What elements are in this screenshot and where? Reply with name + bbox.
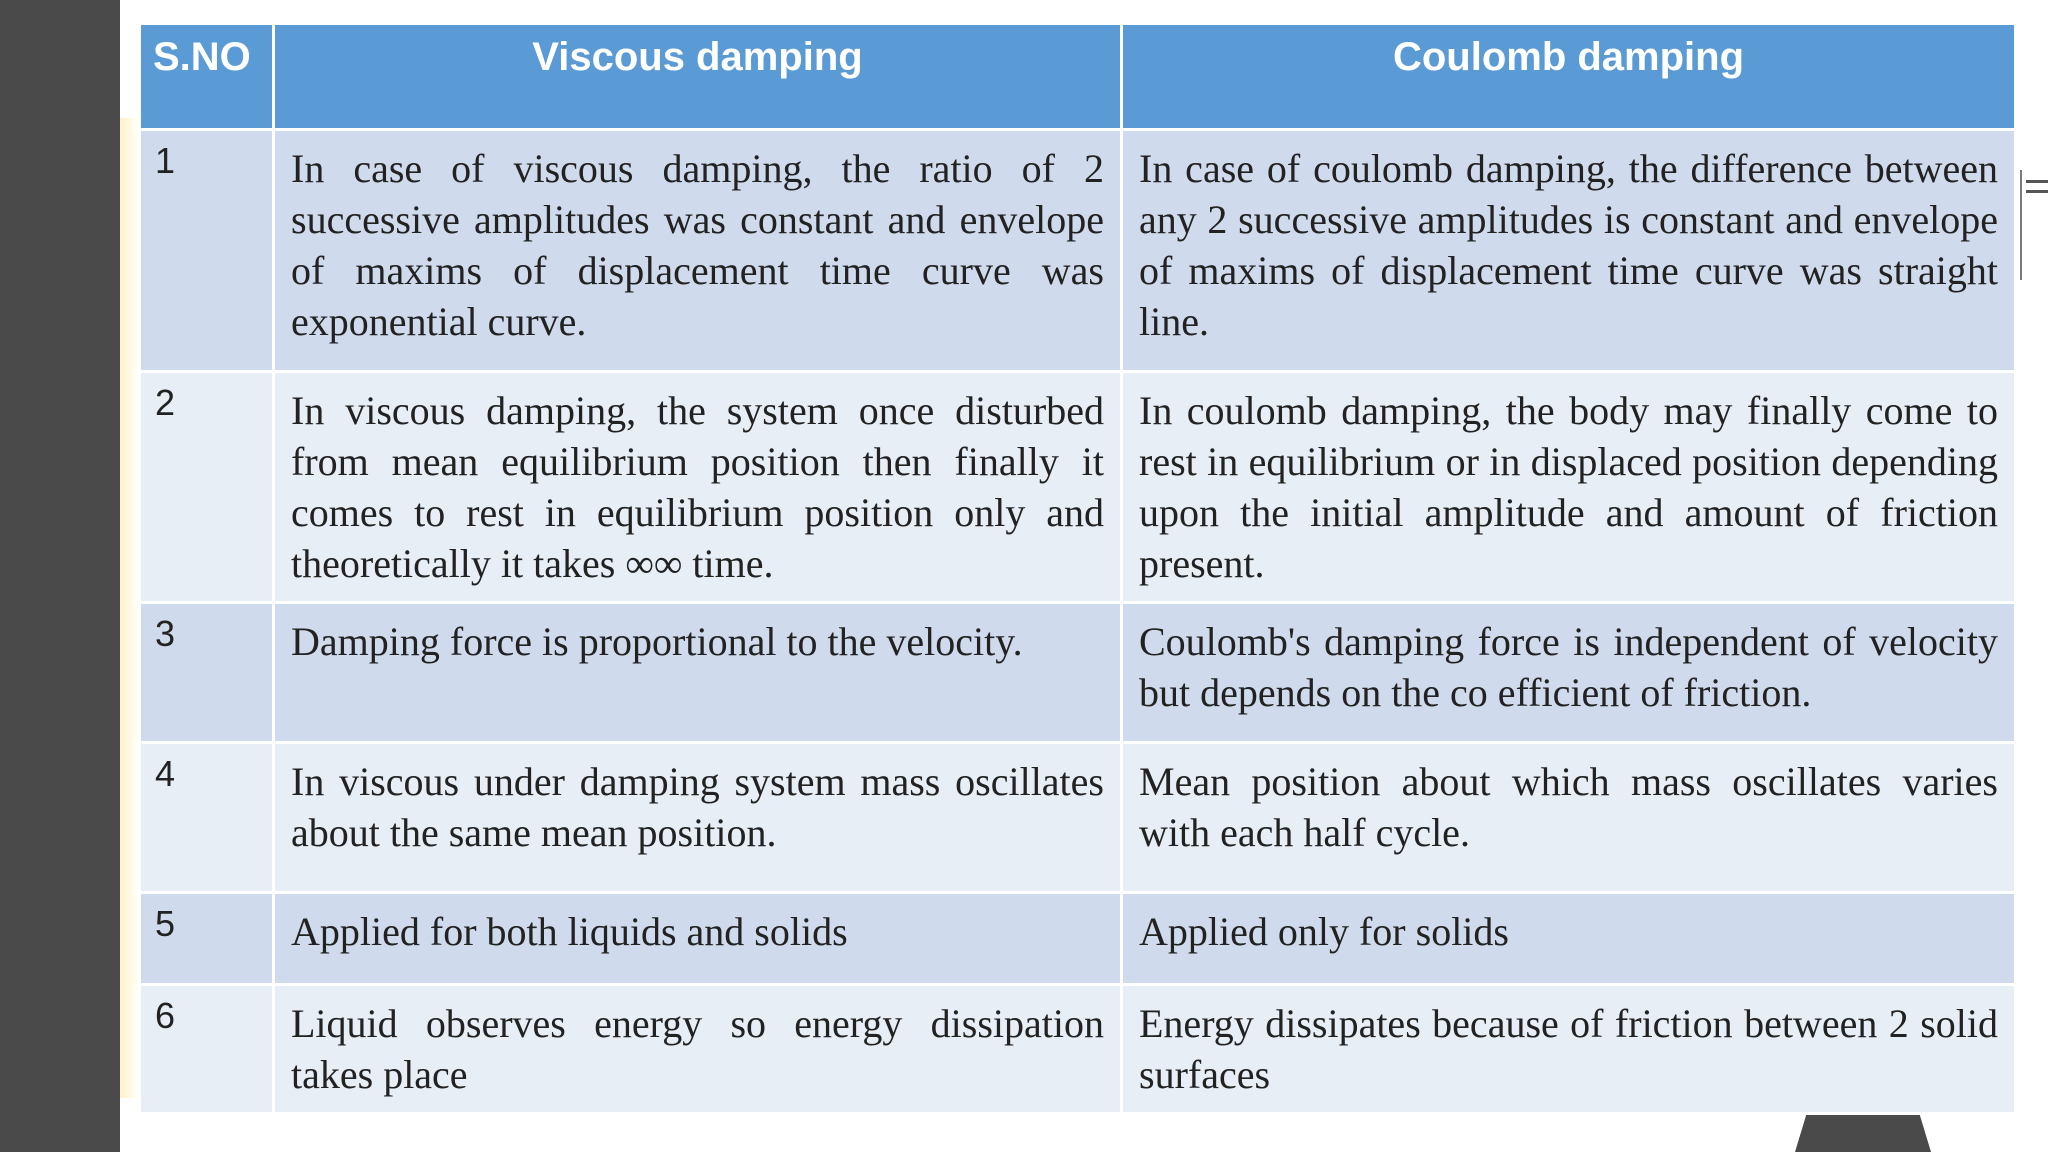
table-row bbox=[140, 985, 2016, 1114]
header-sno: S.NO bbox=[140, 24, 274, 130]
coulomb-cell: In coulomb damping, the body may finally come to rest in equilibrium or in displaced position depending upon the initial amplitude and amount of friction present. bbox=[1122, 372, 2016, 603]
viscous-cell: In viscous under damping system mass oscillates about the same mean position. bbox=[274, 743, 1122, 893]
row-number: 3 bbox=[140, 603, 274, 743]
coulomb-cell: Coulomb's damping force is independent of velocity but depends on the co efficient of friction. bbox=[1122, 603, 2016, 743]
coulomb-cell: Mean position about which mass oscillates varies with each half cycle. bbox=[1122, 743, 2016, 893]
row-number: 6 bbox=[140, 985, 274, 1114]
table-row bbox=[140, 603, 2016, 743]
decorative-gold-edge bbox=[120, 118, 140, 1098]
table-header-row bbox=[140, 24, 2016, 130]
table-row bbox=[140, 893, 2016, 985]
row-number: 4 bbox=[140, 743, 274, 893]
coulomb-cell: In case of coulomb damping, the difference between any 2 successive amplitudes is constant and envelope of maxims of displacement time curve was straight line. bbox=[1122, 130, 2016, 372]
marker-line bbox=[2026, 190, 2048, 193]
damping-comparison-table bbox=[138, 22, 2017, 1115]
top-white-strip bbox=[120, 0, 2048, 18]
table-row bbox=[140, 130, 2016, 372]
coulomb-cell: Applied only for solids bbox=[1122, 893, 2016, 985]
row-number: 1 bbox=[140, 130, 274, 372]
table-row bbox=[140, 743, 2016, 893]
row-number: 5 bbox=[140, 893, 274, 985]
row-number: 2 bbox=[140, 372, 274, 603]
marker-line bbox=[2026, 180, 2048, 183]
header-viscous-damping: Viscous damping bbox=[274, 24, 1122, 130]
viscous-cell: In viscous damping, the system once disturbed from mean equilibrium position then finally it comes to rest in equilibrium position only and theoretically it takes ∞∞ time. bbox=[274, 372, 1122, 603]
table-row bbox=[140, 372, 2016, 603]
left-dark-bar bbox=[0, 0, 120, 1152]
viscous-cell: Applied for both liquids and solids bbox=[274, 893, 1122, 985]
viscous-cell: Liquid observes energy so energy dissipation takes place bbox=[274, 985, 1122, 1114]
viscous-cell: In case of viscous damping, the ratio of 2 successive amplitudes was constant and envelope of maxims of displacement time curve was exponential curve. bbox=[274, 130, 1122, 372]
header-coulomb-damping: Coulomb damping bbox=[1122, 24, 2016, 130]
right-edge-marker bbox=[2020, 170, 2048, 280]
coulomb-cell: Energy dissipates because of friction between 2 solid surfaces bbox=[1122, 985, 2016, 1114]
viscous-cell: Damping force is proportional to the velocity. bbox=[274, 603, 1122, 743]
